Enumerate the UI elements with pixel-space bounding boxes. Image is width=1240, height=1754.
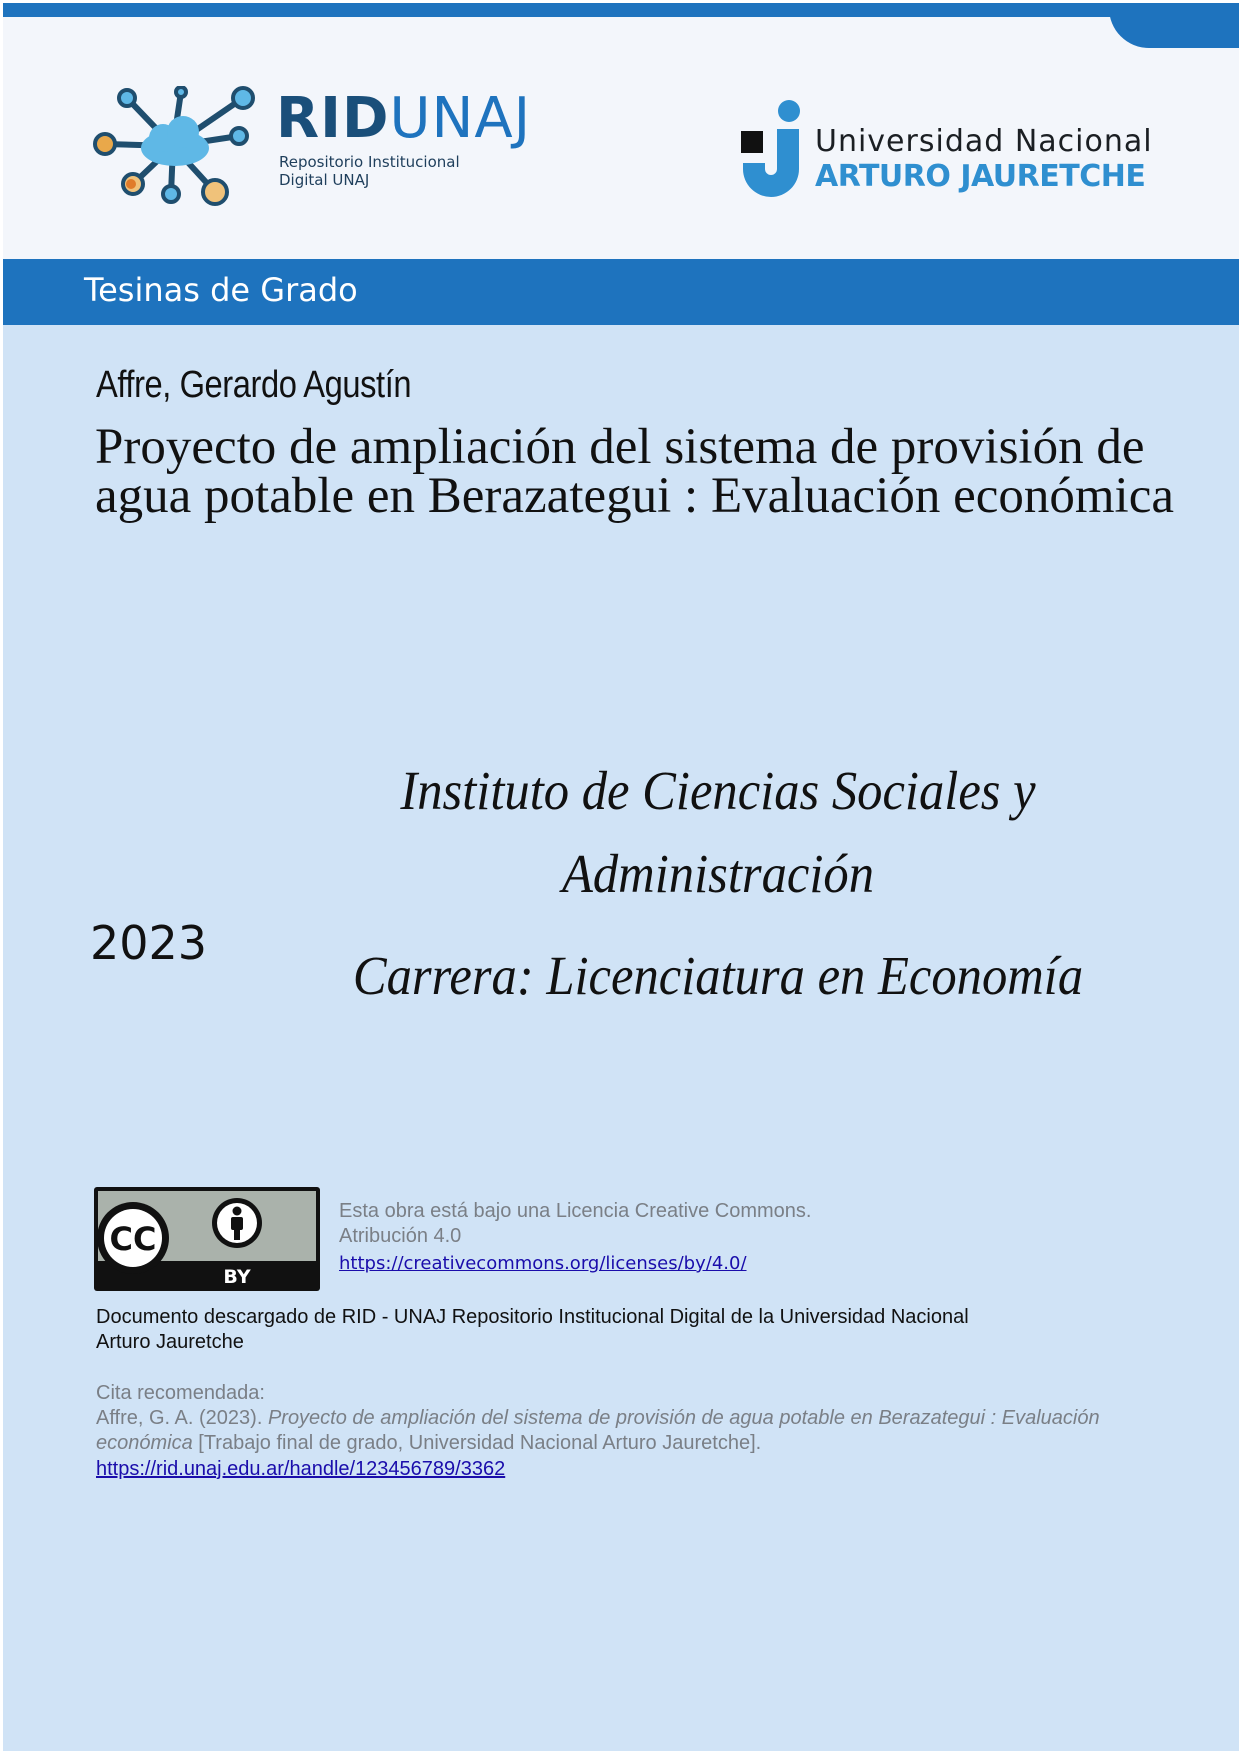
unaj-dot: [778, 100, 800, 122]
section-title: Tesinas de Grado: [84, 271, 358, 309]
top-stripe: [3, 3, 1239, 17]
citation-link[interactable]: https://rid.unaj.edu.ar/handle/123456789/3362: [96, 1458, 506, 1480]
by-person-body: [231, 1217, 243, 1230]
repository-logo-bold: RID: [276, 86, 390, 151]
document-year: 2023: [90, 916, 208, 970]
repository-logo-subtitle-line1: Repositorio Institucional: [279, 153, 460, 171]
license-line1: Esta obra está bajo una Licencia Creative Commons.: [339, 1200, 812, 1222]
document-institute: Instituto de Ciencias Sociales y Administración: [400, 760, 1036, 904]
license-text: [339, 1199, 811, 1249]
source-note: Documento descargado de RID - UNAJ Repositorio Institucional Digital de la Universidad Nacional Arturo Jauretche: [96, 1306, 969, 1353]
citation-title: Proyecto de ampliación del sistema de provisión de agua potable en Berazategui : Evaluación económica: [96, 1407, 1100, 1454]
university-logo-line1: Universidad Nacional: [815, 124, 1153, 159]
license-link[interactable]: https://creativecommons.org/licenses/by/4.0/: [339, 1253, 747, 1274]
unaj-j-mark-icon: [741, 99, 805, 199]
repository-logo-wordmark: [276, 86, 532, 151]
by-person-legs: [234, 1229, 240, 1240]
document-career: Carrera: Licenciatura en Economía: [352, 945, 1084, 1006]
citation-label: Cita recomendada:: [96, 1382, 265, 1404]
by-letters: BY: [223, 1266, 251, 1288]
by-person-head: [233, 1207, 242, 1216]
document-author: Affre, Gerardo Agustín: [96, 364, 412, 406]
orange-dot: [126, 179, 136, 189]
document-page: [3, 3, 1239, 1751]
citation-prefix: Affre, G. A. (2023).: [96, 1407, 268, 1429]
citation-text: [96, 1406, 1176, 1456]
unaj-square: [741, 131, 763, 153]
repository-logo-subtitle-line2: Digital UNAJ: [279, 171, 370, 189]
cc-letters: CC: [109, 1220, 157, 1258]
cc-by-badge-icon[interactable]: [93, 1186, 321, 1292]
top-corner-tab: [1109, 3, 1239, 48]
repository-logo-subtitle: [279, 153, 460, 189]
license-line2: Atribución 4.0: [339, 1225, 462, 1247]
document-title: Proyecto de ampliación del sistema de provisión de agua potable en Berazategui : Evaluación económica: [95, 419, 1174, 524]
citation-suffix: [Trabajo final de grado, Universidad Nacional Arturo Jauretche].: [192, 1432, 762, 1454]
university-logo-line2: ARTURO JAURETCHE: [815, 159, 1146, 194]
repository-logo-light: UNAJ: [389, 86, 532, 151]
